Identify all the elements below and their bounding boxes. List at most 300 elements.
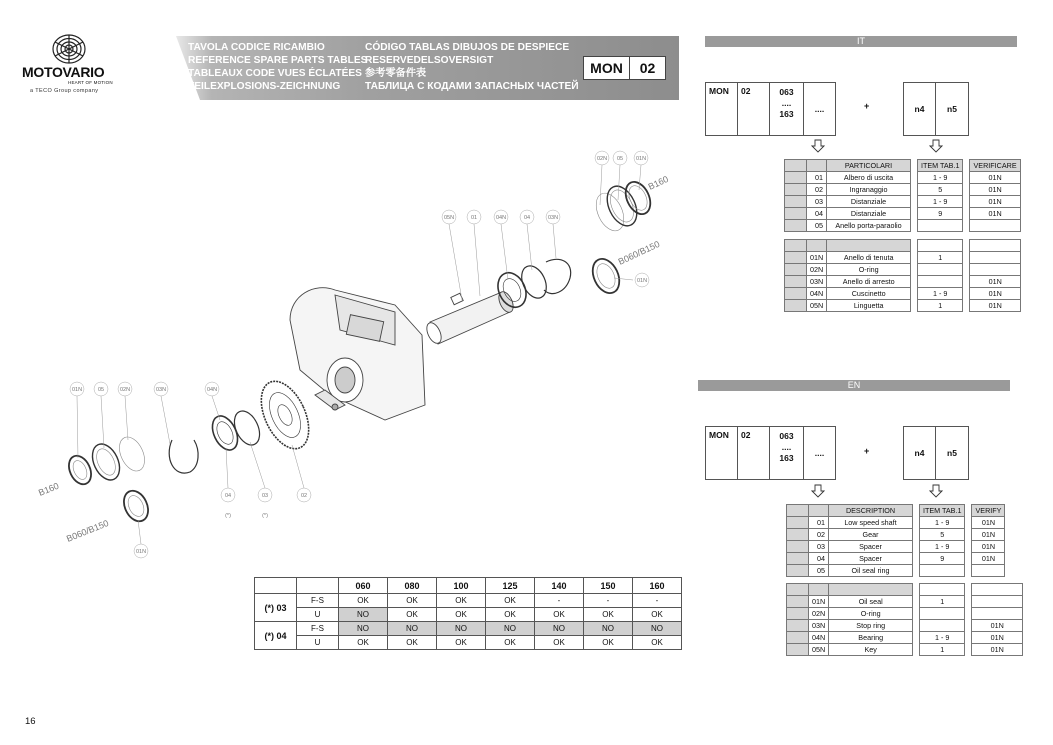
table-cell (913, 632, 920, 644)
it-code-grid (705, 82, 836, 136)
table-row (787, 632, 1023, 644)
table-cell: 02 (809, 529, 829, 541)
size-compatibility-table (254, 577, 682, 650)
table-cell: - (584, 594, 633, 608)
table-cell (913, 644, 920, 656)
table-cell (787, 632, 809, 644)
table-cell (972, 565, 1005, 577)
table-cell: OK (339, 636, 388, 650)
section-bar-it: IT (705, 36, 1017, 47)
header-code-02: 02 (629, 56, 666, 80)
it-size-top: 063 (779, 87, 794, 97)
table-cell (913, 620, 920, 632)
table-cell: OK (486, 594, 535, 608)
table-cell (965, 632, 972, 644)
table-cell: 01N (970, 300, 1021, 312)
table-cell (965, 505, 972, 517)
table-cell (965, 596, 972, 608)
table-cell (911, 220, 918, 232)
table-cell: 03 (807, 196, 827, 208)
title-it: TAVOLA CODICE RICAMBIO (188, 42, 325, 53)
table-cell (963, 264, 970, 276)
table-cell (787, 553, 809, 565)
label-01N-bottom: 01N (135, 549, 147, 555)
table-cell (785, 184, 807, 196)
table-cell (963, 288, 970, 300)
table-cell: 04 (807, 208, 827, 220)
table-cell (785, 196, 807, 208)
table-row (787, 553, 1005, 565)
table-cell: 01N (970, 208, 1020, 220)
table-cell: 9 (918, 208, 963, 220)
table-cell (911, 172, 918, 184)
table-cell: Ingranaggio (827, 184, 911, 196)
table-cell (807, 160, 827, 172)
table-cell: 1 - 9 (918, 288, 963, 300)
table-cell: 01 (807, 172, 827, 184)
table-cell (807, 240, 827, 252)
table-cell (970, 264, 1021, 276)
table-cell: 02N (809, 608, 829, 620)
table-row (787, 541, 1005, 553)
table-cell: 5 (920, 529, 965, 541)
label-02N-left: 02N (119, 387, 131, 393)
table-cell (918, 220, 963, 232)
table-cell: OK (584, 608, 633, 622)
label-05-left: 05 (97, 387, 105, 393)
it-code-mon: MON (706, 83, 738, 135)
table-cell: NO (339, 608, 388, 622)
table-cell (911, 208, 918, 220)
table-cell: 01N (972, 541, 1005, 553)
table-cell: 04N (807, 288, 827, 300)
table-cell (913, 608, 920, 620)
table-cell (785, 276, 807, 288)
table-cell (965, 620, 972, 632)
table-cell (965, 584, 972, 596)
table-cell: 04 (809, 553, 829, 565)
label-star-2: (*) (262, 513, 268, 519)
table-cell: OK (633, 636, 682, 650)
label-star-1: (*) (225, 513, 231, 519)
size-label-b160-right: B160 (646, 173, 670, 192)
table-cell (787, 505, 809, 517)
table-cell: Spacer (829, 541, 913, 553)
table-cell: Bearing (829, 632, 913, 644)
table-cell: 140 (535, 578, 584, 594)
table-cell: Distanziale (827, 208, 911, 220)
it-code-n4: n4 (904, 83, 936, 135)
table-cell: 01 (809, 517, 829, 529)
table-cell (787, 620, 809, 632)
table-cell (911, 240, 918, 252)
table-cell (911, 252, 918, 264)
table-cell (920, 620, 965, 632)
table-cell (972, 596, 1023, 608)
size-label-b060-right: B060/B150 (616, 238, 662, 267)
table-cell (963, 240, 970, 252)
it-header-desc: PARTICOLARI (827, 160, 911, 172)
table-cell (911, 300, 918, 312)
table-cell (785, 240, 807, 252)
table-cell: NO (633, 622, 682, 636)
en-size-mid: .... (781, 442, 792, 452)
it-code-02: 02 (738, 83, 770, 135)
table-cell: 01N (970, 172, 1020, 184)
title-da: RESERVEDELSOVERSIGT (365, 55, 494, 66)
it-plus: + (864, 101, 870, 111)
table-row (787, 565, 1005, 577)
table-cell (963, 184, 970, 196)
size-label-b160-left: B160 (37, 480, 61, 498)
section-bar-en: EN (698, 380, 1010, 391)
table-cell: 100 (437, 578, 486, 594)
table-cell: 01N (972, 644, 1023, 656)
table-row (785, 252, 1021, 264)
table-cell: Distanziale (827, 196, 911, 208)
label-01N-top: 01N (635, 156, 647, 162)
label-04N: 04N (495, 215, 507, 221)
table-cell (913, 517, 920, 529)
en-size-bot: 163 (779, 453, 794, 463)
table-row (255, 608, 682, 622)
table-cell (785, 264, 807, 276)
table-cell (913, 541, 920, 553)
table-cell (963, 220, 970, 232)
table-cell: 1 - 9 (918, 172, 963, 184)
title-fr: TABLEAUX CODE VUES ÉCLATÉES (188, 68, 362, 79)
table-cell (965, 553, 972, 565)
table-row (785, 196, 1021, 208)
table-cell (913, 553, 920, 565)
table-cell (965, 565, 972, 577)
label-01N-right: 01N (636, 278, 648, 284)
label-01N-left: 01N (71, 387, 83, 393)
table-cell: 9 (920, 553, 965, 565)
it-code-grid-n (903, 82, 969, 136)
it-code-n5: n5 (947, 104, 957, 114)
table-cell (785, 208, 807, 220)
table-cell: Cuscinetto (827, 288, 911, 300)
oil-seal-01N-bottom (119, 487, 152, 525)
table-cell: - (535, 594, 584, 608)
brand-group: a TECO Group company (30, 88, 99, 94)
en-arrow-down-icon-2 (929, 484, 943, 498)
table-cell: 05 (809, 565, 829, 577)
table-cell (809, 505, 829, 517)
table-cell: 1 (918, 252, 963, 264)
gearbox-housing (290, 288, 425, 420)
label-04: 04 (523, 215, 531, 221)
table-cell: O-ring (829, 608, 913, 620)
table-cell: 05 (807, 220, 827, 232)
table-cell: 1 (920, 596, 965, 608)
table-row (787, 517, 1005, 529)
table-row (785, 184, 1021, 196)
table-cell: 01N (972, 620, 1023, 632)
table-cell: OK (535, 608, 584, 622)
table-row (785, 264, 1021, 276)
table-cell (787, 517, 809, 529)
table-cell: (*) 04 (255, 622, 297, 650)
it-size-bot: 163 (779, 109, 794, 119)
label-02-bottom: 02 (300, 493, 308, 499)
en-parts-table (786, 504, 1005, 577)
table-cell (787, 529, 809, 541)
it-parts-table (784, 159, 1021, 232)
table-cell (913, 584, 920, 596)
table-cell (963, 300, 970, 312)
table-cell: 1 - 9 (920, 517, 965, 529)
table-cell (911, 288, 918, 300)
it-code-size (770, 83, 804, 135)
table-cell: 1 - 9 (920, 541, 965, 553)
table-cell (970, 220, 1020, 232)
table-cell: 02 (807, 184, 827, 196)
table-cell (970, 240, 1021, 252)
table-cell: U (297, 636, 339, 650)
table-cell (913, 596, 920, 608)
table-cell (920, 584, 965, 596)
table-cell (785, 300, 807, 312)
label-01: 01 (470, 215, 478, 221)
table-cell: OK (633, 608, 682, 622)
table-cell: 060 (339, 578, 388, 594)
table-cell (970, 252, 1021, 264)
it-arrow-down-icon-2 (929, 139, 943, 153)
table-cell: 01N (807, 252, 827, 264)
table-row (255, 594, 682, 608)
table-cell (911, 276, 918, 288)
table-cell (787, 565, 809, 577)
table-cell: Stop ring (829, 620, 913, 632)
table-cell (911, 160, 918, 172)
table-row (787, 620, 1023, 632)
table-cell: NO (339, 622, 388, 636)
table-cell: Low speed shaft (829, 517, 913, 529)
table-cell: 01N (809, 596, 829, 608)
table-cell (963, 276, 970, 288)
table-cell (918, 276, 963, 288)
label-03-bottom: 03 (261, 493, 269, 499)
table-cell: 080 (388, 578, 437, 594)
stop-ring-03N (544, 259, 571, 293)
table-cell: 01N (970, 196, 1020, 208)
it-code-dots: .... (814, 104, 825, 114)
it-arrow-down-icon (811, 139, 825, 153)
table-cell: 05N (809, 644, 829, 656)
table-cell (963, 196, 970, 208)
table-cell (787, 608, 809, 620)
table-cell (829, 584, 913, 596)
table-cell (787, 541, 809, 553)
table-cell: OK (437, 594, 486, 608)
table-cell: 1 - 9 (920, 632, 965, 644)
table-cell (965, 529, 972, 541)
table-row (787, 596, 1023, 608)
table-cell: 5 (918, 184, 963, 196)
en-header-desc: DESCRIPTION (829, 505, 913, 517)
table-cell: 03N (809, 620, 829, 632)
table-cell: 05N (807, 300, 827, 312)
table-cell (963, 252, 970, 264)
table-cell: 01N (972, 517, 1005, 529)
spacer-04 (517, 262, 551, 302)
table-cell: 01N (970, 184, 1020, 196)
table-row (255, 622, 682, 636)
table-cell: 02N (807, 264, 827, 276)
table-cell (913, 565, 920, 577)
en-code-n4: n4 (904, 427, 936, 479)
table-cell: F-S (297, 622, 339, 636)
table-cell: 01N (970, 276, 1021, 288)
table-cell (785, 172, 807, 184)
table-cell: 1 (918, 300, 963, 312)
stop-ring-03N-left (169, 440, 198, 473)
en-arrow-down-icon (811, 484, 825, 498)
size-label-b060-left: B060/B150 (65, 517, 111, 544)
table-cell (963, 208, 970, 220)
table-row (255, 636, 682, 650)
table-cell (972, 584, 1023, 596)
en-header-verify: VERIFY (972, 505, 1005, 517)
table-cell: OK (388, 608, 437, 622)
title-zh: 参考零备件表 (365, 68, 427, 79)
it-size-mid: .... (781, 98, 792, 108)
en-code-grid (705, 426, 836, 480)
brand-tagline: HEART OF MOTION (68, 80, 113, 85)
table-cell: Oil seal (829, 596, 913, 608)
table-cell: Spacer (829, 553, 913, 565)
table-cell: NO (486, 622, 535, 636)
table-cell: 160 (633, 578, 682, 594)
table-cell (785, 288, 807, 300)
table-cell: 1 - 9 (918, 196, 963, 208)
table-cell: OK (388, 594, 437, 608)
table-cell: F-S (297, 594, 339, 608)
page-number: 16 (25, 716, 36, 727)
table-cell: OK (486, 608, 535, 622)
table-cell (963, 172, 970, 184)
table-cell (911, 196, 918, 208)
table-cell: U (297, 608, 339, 622)
table-cell: Albero di uscita (827, 172, 911, 184)
it-header-item: ITEM TAB.1 (918, 160, 963, 172)
table-cell: 1 (920, 644, 965, 656)
table-row (785, 208, 1021, 220)
en-code-02: 02 (738, 427, 770, 479)
table-cell: Gear (829, 529, 913, 541)
en-plus: + (864, 446, 870, 456)
table-cell: - (633, 594, 682, 608)
table-cell (809, 584, 829, 596)
table-cell (785, 252, 807, 264)
table-cell (963, 160, 970, 172)
it-parts-table-2 (784, 239, 1021, 312)
brand-name: MOTOVARIO (22, 64, 105, 80)
table-row (787, 608, 1023, 620)
table-cell: NO (535, 622, 584, 636)
en-code-n5: n5 (947, 448, 957, 458)
table-cell: OK (437, 608, 486, 622)
table-cell: OK (339, 594, 388, 608)
table-cell (918, 264, 963, 276)
table-cell: Linguetta (827, 300, 911, 312)
table-cell: OK (437, 636, 486, 650)
table-cell (918, 240, 963, 252)
table-cell (787, 644, 809, 656)
label-04-bottom: 04 (224, 493, 232, 499)
table-cell: Anello di tenuta (827, 252, 911, 264)
it-header-verify: VERIFICARE (970, 160, 1020, 172)
ring-05-top (601, 181, 642, 230)
label-03N: 03N (547, 215, 559, 221)
table-cell: NO (437, 622, 486, 636)
table-cell: (*) 03 (255, 594, 297, 622)
en-code-grid-n (903, 426, 969, 480)
table-cell (965, 644, 972, 656)
table-cell: Anello porta-paraolio (827, 220, 911, 232)
label-04N-left: 04N (206, 387, 218, 393)
table-cell: OK (388, 636, 437, 650)
table-cell (785, 160, 807, 172)
table-cell: 01N (972, 553, 1005, 565)
table-cell (255, 578, 297, 594)
table-cell (787, 596, 809, 608)
en-parts-table-2 (786, 583, 1023, 656)
en-code-mon: MON (706, 427, 738, 479)
en-size-top: 063 (779, 431, 794, 441)
table-cell (920, 608, 965, 620)
table-cell: NO (584, 622, 633, 636)
table-row (785, 172, 1021, 184)
table-cell (913, 529, 920, 541)
table-row (785, 276, 1021, 288)
table-row (787, 644, 1023, 656)
label-05-top: 05 (616, 156, 624, 162)
table-cell: O-ring (827, 264, 911, 276)
en-code-size (770, 427, 804, 479)
table-cell (913, 505, 920, 517)
table-row (787, 529, 1005, 541)
table-cell (972, 608, 1023, 620)
table-cell: 01N (970, 288, 1021, 300)
table-cell: NO (388, 622, 437, 636)
en-code-dots: .... (814, 448, 825, 458)
oil-seal-01N-left (65, 452, 96, 488)
label-02N-top: 02N (596, 156, 608, 162)
title-de: TEILEXPLOSIONS-ZEICHNUNG (188, 81, 341, 92)
table-cell (827, 240, 911, 252)
table-cell: OK (486, 636, 535, 650)
table-cell (785, 220, 807, 232)
table-cell (911, 264, 918, 276)
table-cell (297, 578, 339, 594)
table-row (785, 288, 1021, 300)
table-cell (965, 517, 972, 529)
table-cell: OK (535, 636, 584, 650)
label-03N-left: 03N (155, 387, 167, 393)
table-cell (965, 608, 972, 620)
title-en: REFERENCE SPARE PARTS TABLES (188, 55, 368, 66)
table-cell: 04N (809, 632, 829, 644)
table-cell: OK (584, 636, 633, 650)
bearing-04N-left (207, 412, 242, 454)
table-cell (965, 541, 972, 553)
table-cell (920, 565, 965, 577)
table-cell: 03 (809, 541, 829, 553)
table-cell (911, 184, 918, 196)
